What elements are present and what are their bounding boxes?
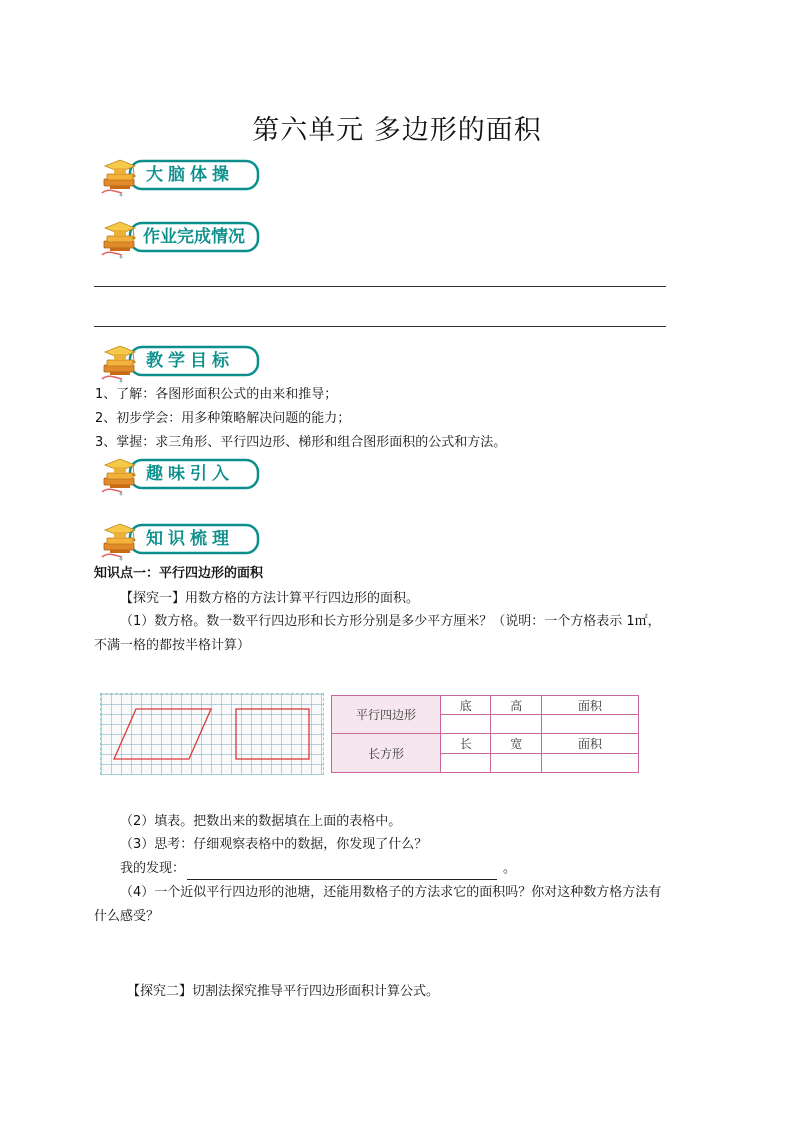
header-cell: 底 bbox=[441, 696, 491, 715]
section-header-homework-status bbox=[100, 215, 260, 259]
discovery-end: 。 bbox=[503, 861, 517, 876]
blank-cell bbox=[441, 754, 491, 773]
blank-cell bbox=[491, 754, 541, 773]
section-header-brain-exercise bbox=[100, 153, 260, 197]
question-3: （3）思考：仔细观察表格中的数据，你发现了什么？ bbox=[120, 837, 428, 852]
section-label: 大脑体操 bbox=[146, 165, 234, 185]
data-table bbox=[331, 695, 639, 773]
section-label: 知识梳理 bbox=[146, 529, 234, 549]
discovery-label: 我的发现： bbox=[120, 861, 186, 876]
question-1-line2: 不满一格的都按半格计算） bbox=[94, 638, 251, 653]
row-label-rectangle: 长方形 bbox=[332, 734, 441, 773]
blank-cell bbox=[541, 715, 638, 734]
discovery-blank[interactable] bbox=[187, 865, 497, 880]
blank-cell bbox=[441, 715, 491, 734]
section-label: 趣味引入 bbox=[146, 464, 234, 484]
header-cell: 宽 bbox=[491, 734, 541, 754]
question-4-line1: （4）一个近似平行四边形的池塘，还能用数格子的方法求它的面积吗？你对这种数方格方法有 bbox=[120, 885, 662, 900]
objective-item: 3、掌握：求三角形、平行四边形、梯形和组合图形面积的公式和方法。 bbox=[95, 435, 507, 450]
question-4-line2: 什么感受？ bbox=[94, 909, 160, 924]
discovery-line bbox=[120, 858, 516, 880]
header-cell: 面积 bbox=[541, 696, 638, 715]
header-cell: 高 bbox=[491, 696, 541, 715]
objective-item: 2、初步学会：用多种策略解决问题的能力； bbox=[95, 411, 351, 426]
answer-line bbox=[94, 326, 666, 327]
section-label: 作业完成情况 bbox=[143, 227, 245, 247]
parallelogram-shape bbox=[114, 709, 211, 759]
explore-one: 【探究一】用数方格的方法计算平行四边形的面积。 bbox=[120, 591, 420, 606]
section-label: 教学目标 bbox=[146, 351, 234, 371]
blank-cell bbox=[541, 754, 638, 773]
rectangle-shape bbox=[236, 709, 309, 759]
row-label-parallelogram: 平行四边形 bbox=[332, 696, 441, 734]
section-header-teaching-goals bbox=[100, 339, 260, 383]
section-header-knowledge-review bbox=[100, 517, 260, 561]
section-header-fun-intro bbox=[100, 452, 260, 496]
header-cell: 长 bbox=[441, 734, 491, 754]
explore-two: 【探究二】切割法探究推导平行四边形面积计算公式。 bbox=[127, 984, 440, 999]
knowledge-point-title: 知识点一：平行四边形的面积 bbox=[94, 566, 264, 581]
grid-figure bbox=[100, 693, 324, 775]
question-1-line1: （1）数方格。数一数平行四边形和长方形分别是多少平方厘米？（说明：一个方格表示 1㎡， bbox=[120, 614, 661, 629]
page-title: 第六单元 多边形的面积 bbox=[252, 115, 542, 146]
header-cell: 面积 bbox=[541, 734, 638, 754]
blank-cell bbox=[491, 715, 541, 734]
answer-line bbox=[94, 286, 666, 287]
objective-item: 1、了解：各图形面积公式的由来和推导； bbox=[95, 387, 338, 402]
question-2: （2）填表。把数出来的数据填在上面的表格中。 bbox=[120, 814, 402, 829]
